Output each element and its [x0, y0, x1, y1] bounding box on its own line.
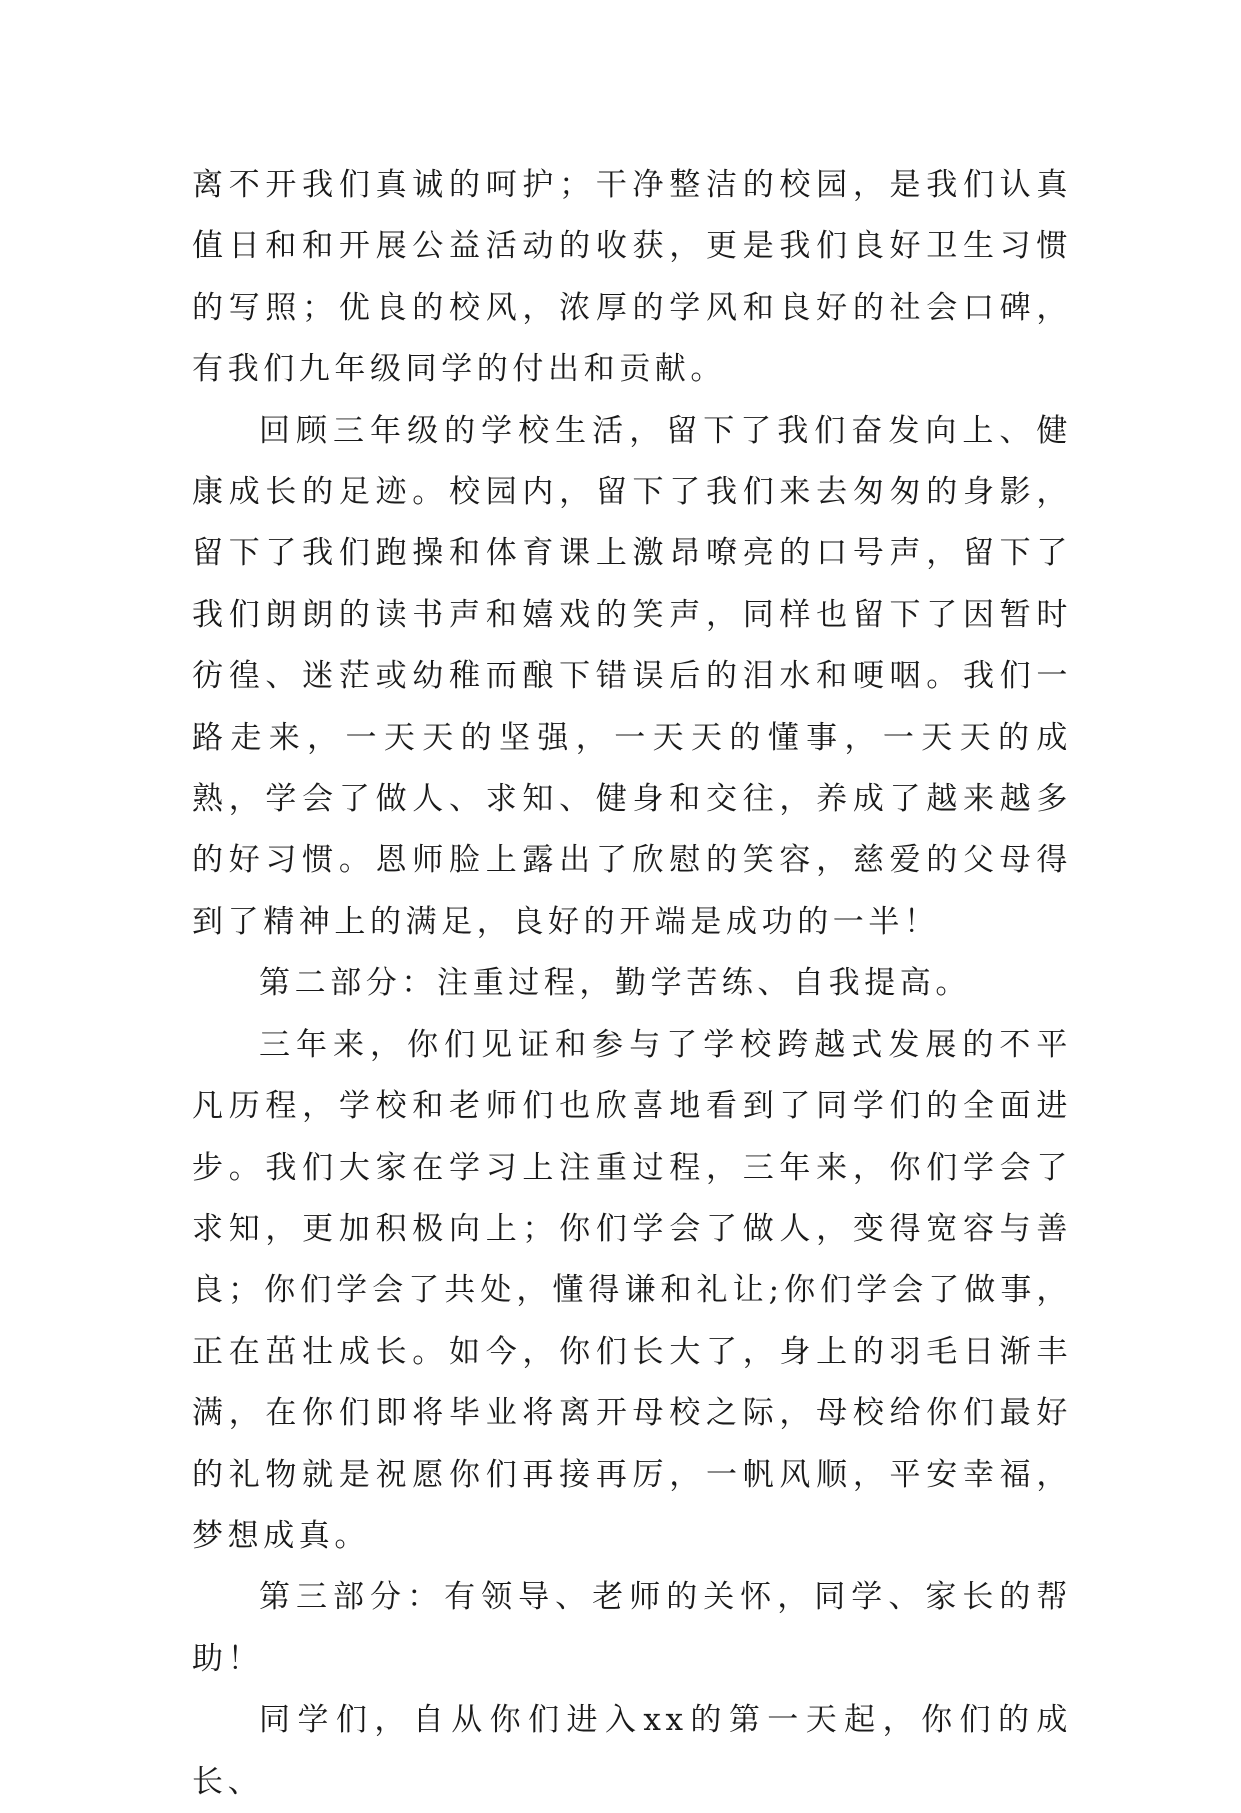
body-text — [192, 155, 1072, 1813]
paragraph: 回顾三年级的学校生活，留下了我们奋发向上、健康成长的足迹。校园内，留下了我们来去匆匆的身影，留下了我们跑操和体育课上激昂嘹亮的口号声，留下了我们朗朗的读书声和嬉戏的笑声，同样也留下了因暂时彷徨、迷茫或幼稚而酿下错误后的泪水和哽咽。我们一路走来，一天天的坚强，一天天的懂事，一天天的成熟，学会了做人、求知、健身和交往，养成了越来越多的好习惯。恩师脸上露出了欣慰的笑容，慈爱的父母得到了精神上的满足，良好的开端是成功的一半！ — [192, 412, 1072, 940]
section-heading: 第二部分：注重过程，勤学苦练、自我提高。 — [259, 965, 971, 1002]
paragraph: 三年来，你们见证和参与了学校跨越式发展的不平凡历程，学校和老师们也欣喜地看到了同学们的全面进步。我们大家在学习上注重过程，三年来，你们学会了求知，更加积极向上；你们学会了做人，变得宽容与善良；你们学会了共处，懂得谦和礼让;你们学会了做事，正在茁壮成长。如今，你们长大了，身上的羽毛日渐丰满，在你们即将毕业将离开母校之际，母校给你们最好的礼物就是祝愿你们再接再厉，一帆风顺，平安幸福，梦想成真。 — [192, 1026, 1072, 1554]
section-heading: 第三部分：有领导、老师的关怀，同学、家长的帮助！ — [192, 1579, 1072, 1677]
paragraph: 同学们，自从你们进入xx的第一天起，你们的成长、 — [192, 1702, 1072, 1800]
paragraph: 离不开我们真诚的呵护；干净整洁的校园，是我们认真值日和和开展公益活动的收获，更是我们良好卫生习惯的写照；优良的校风，浓厚的学风和良好的社会口碑，有我们九年级同学的付出和贡献。 — [192, 167, 1072, 388]
